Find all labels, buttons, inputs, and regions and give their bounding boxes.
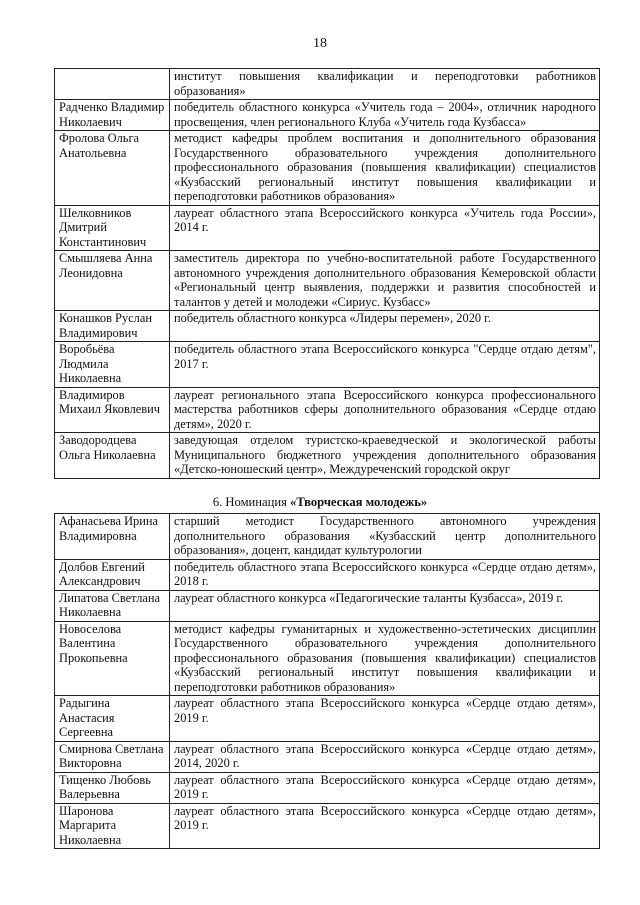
member-name: Новоселова Валентина Прокопьевна [55, 621, 170, 696]
member-description: лауреат областного этапа Всероссийского конкурса «Сердце отдаю детям», 2019 г. [170, 696, 600, 742]
member-description: победитель областного этапа Всероссийского конкурса "Сердце отдаю детям", 2017 г. [170, 342, 600, 388]
member-name: Радченко Владимир Николаевич [55, 100, 170, 131]
table-row [55, 100, 600, 131]
section-title: «Творческая молодежь» [290, 495, 428, 509]
member-name: Тищенко Любовь Валерьевна [55, 772, 170, 803]
member-description: победитель областного конкурса «Учитель года – 2004», отличник народного просвещения, член регионального Клуба «Учитель года Кузбасса» [170, 100, 600, 131]
table-row [55, 433, 600, 479]
table-row [55, 621, 600, 696]
member-description: заместитель директора по учебно-воспитательной работе Государственного автономного учреждения дополнительного образования Кемеровской области «Региональный центр выявления, поддержки и развития способностей и талантов у детей и молодежи «Сириус. Кузбасс» [170, 251, 600, 311]
table-row [55, 131, 600, 206]
table-row [55, 69, 600, 100]
member-description: победитель областного этапа Всероссийского конкурса «Сердце отдаю детям», 2018 г. [170, 559, 600, 590]
member-name: Афанасьева Ирина Владимировна [55, 514, 170, 560]
member-description: старший методист Государственного автономного учреждения дополнительного образования «Кузбасский центр дополнительного образования», доцент, кандидат культурологии [170, 514, 600, 560]
member-name: Шелковников Дмитрий Константинович [55, 205, 170, 251]
section-heading [0, 495, 640, 510]
member-description: лауреат областного этапа Всероссийского конкурса «Сердце отдаю детям», 2019 г. [170, 803, 600, 849]
member-description: лауреат областного этапа Всероссийского конкурса «Сердце отдаю детям», 2019 г. [170, 772, 600, 803]
member-name [55, 69, 170, 100]
member-description: лауреат областного этапа Всероссийского конкурса «Учитель года России», 2014 г. [170, 205, 600, 251]
member-name: Радыгина Анастасия Сергеевна [55, 696, 170, 742]
member-name: Владимиров Михаил Яковлевич [55, 387, 170, 433]
table-row [55, 205, 600, 251]
member-description: победитель областного конкурса «Лидеры перемен», 2020 г. [170, 311, 600, 342]
member-description: институт повышения квалификации и переподготовки работников образования» [170, 69, 600, 100]
table-row [55, 741, 600, 772]
member-name: Липатова Светлана Николаевна [55, 590, 170, 621]
table-row [55, 590, 600, 621]
table-row [55, 772, 600, 803]
table-row [55, 803, 600, 849]
member-description: методист кафедры проблем воспитания и дополнительного образования Государственного образовательного учреждения дополнительного профессионального образования (повышения квалификации) специалистов «Кузбасский региональный институт повышения квалификации и переподготовки работников образования» [170, 131, 600, 206]
member-description: лауреат регионального этапа Всероссийского конкурса профессионального мастерства работников сферы дополнительного образования «Сердце отдаю детям», 2020 г. [170, 387, 600, 433]
table-row [55, 559, 600, 590]
member-name: Шаронова Маргарита Николаевна [55, 803, 170, 849]
member-description: методист кафедры гуманитарных и художественно-эстетических дисциплин Государственного образовательного учреждения дополнительного профессионального образования (повышения квалификации) специалистов «Кузбасский региональный институт повышения квалификации и переподготовки работников образования» [170, 621, 600, 696]
member-name: Смышляева Анна Леонидовна [55, 251, 170, 311]
member-name: Фролова Ольга Анатольевна [55, 131, 170, 206]
member-name: Долбов Евгений Александрович [55, 559, 170, 590]
table-row [55, 311, 600, 342]
jury-table-continued [54, 68, 600, 479]
page-number: 18 [313, 36, 327, 51]
member-description: лауреат областного конкурса «Педагогические таланты Кузбасса», 2019 г. [170, 590, 600, 621]
member-name: Заводородцева Ольга Николаевна [55, 433, 170, 479]
member-description: лауреат областного этапа Всероссийского конкурса «Сердце отдаю детям», 2014, 2020 г. [170, 741, 600, 772]
member-name: Конашков Руслан Владимирович [55, 311, 170, 342]
member-description: заведующая отделом туристско-краеведческой и экологической работы Муниципального бюджетного учреждения дополнительного образования «Детско-юношеский центр», Междуреченский городской округ [170, 433, 600, 479]
member-name: Воробьёва Людмила Николаевна [55, 342, 170, 388]
table-row [55, 387, 600, 433]
table-row [55, 514, 600, 560]
table-row [55, 696, 600, 742]
member-name: Смирнова Светлана Викторовна [55, 741, 170, 772]
section-number: 6. Номинация [212, 495, 291, 509]
jury-table-creative-youth [54, 513, 600, 849]
table-row [55, 251, 600, 311]
table-row [55, 342, 600, 388]
